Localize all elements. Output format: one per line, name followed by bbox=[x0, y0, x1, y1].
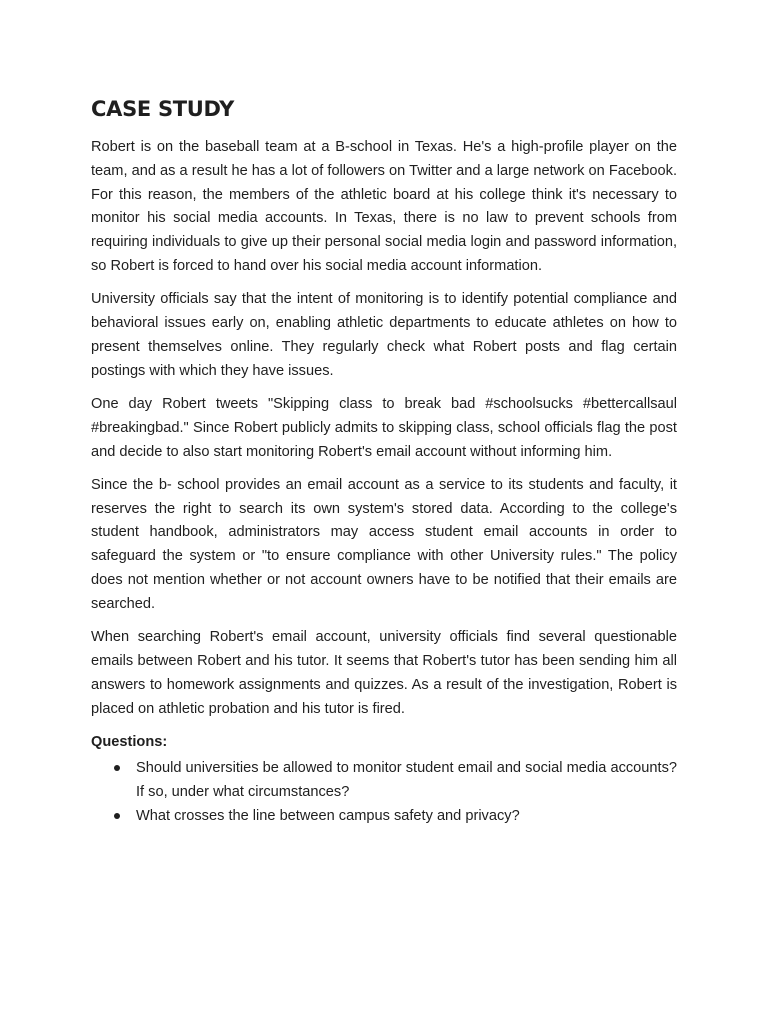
question-item-2 bbox=[91, 804, 677, 828]
question-text: Should universities be allowed to monitor student email and social media accounts? If so, under what circumstances? bbox=[136, 759, 677, 800]
paragraph-1: Robert is on the baseball team at a B-school in Texas. He's a high-profile player on the team, and as a result he has a lot of followers on Twitter and a large network on Facebook. For this reason, the members of the athletic board at his college think it's necessary to monitor his social media accounts. In Texas, there is no law to prevent schools from requiring individuals to give up their personal social media login and password information, so Robert is forced to hand over his social media account information. bbox=[91, 139, 677, 274]
paragraph-4: Since the b- school provides an email account as a service to its students and faculty, it reserves the right to search its own system's stored data. According to the college's student handbook, administrators may access student email accounts in order to safeguard the system or "to ensure compliance with other University rules." The policy does not mention whether or not account owners have to be notified that their emails are searched. bbox=[91, 476, 677, 612]
paragraph-2: University officials say that the intent of monitoring is to identify potential compliance and behavioral issues early on, enabling athletic departments to educate athletes on how to present themselves online. They regularly check what Robert posts and flag certain postings with which they have issues. bbox=[91, 291, 677, 379]
document-title: CASE STUDY bbox=[91, 97, 235, 121]
bullet-icon bbox=[114, 765, 120, 771]
paragraph-5: When searching Robert's email account, university officials find several questionable emails between Robert and his tutor. It seems that Robert's tutor has been sending him all answers to homework assignments and quizzes. As a result of the investigation, Robert is placed on athletic probation and his tutor is fired. bbox=[91, 629, 677, 717]
paragraph-3: One day Robert tweets "Skipping class to break bad #schoolsucks #bettercallsaul #breakingbad." Since Robert publicly admits to skipping class, school officials flag the post and decide to also start monitoring Robert's email account without informing him. bbox=[91, 395, 677, 460]
questions-list bbox=[91, 756, 677, 828]
document-page bbox=[91, 94, 677, 828]
questions-heading: Questions: bbox=[91, 733, 168, 750]
question-text: What crosses the line between campus safety and privacy? bbox=[136, 807, 520, 824]
question-item-1 bbox=[91, 756, 677, 804]
bullet-icon bbox=[114, 813, 120, 819]
